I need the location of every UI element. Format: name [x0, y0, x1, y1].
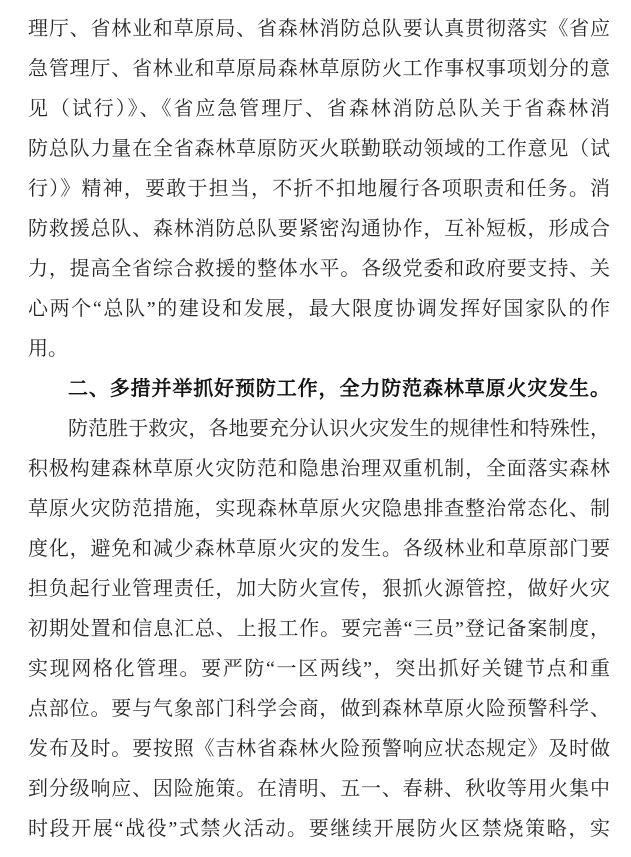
section-heading: 二、多措并举抓好预防工作，全力防范森林草原火灾发生。 [68, 378, 610, 400]
text-line: 防总队力量在全省森林草原防灭火联勤联动领域的工作意见（试 [28, 138, 610, 160]
text-line: 度化，避免和减少森林草原火灾的发生。各级林业和草原部门要 [28, 538, 610, 560]
text-line: 力，提高全省综合救援的整体水平。各级党委和政府要支持、关 [28, 258, 610, 280]
text-line: 理厅、省林业和草原局、省森林消防总队要认真贯彻落实《省应 [28, 18, 610, 40]
text-line: 防救援总队、森林消防总队要紧密沟通协作，互补短板，形成合 [28, 218, 610, 240]
text-line: 积极构建森林草原火灾防范和隐患治理双重机制，全面落实森林 [28, 458, 610, 480]
text-line: 担负起行业管理责任，加大防火宣传，狠抓火源管控，做好火灾 [28, 578, 610, 600]
paragraph-start-line: 防范胜于救灾，各地要充分认识火灾发生的规律性和特殊性， [68, 418, 610, 440]
text-line: 点部位。要与气象部门科学会商，做到森林草原火险预警科学、 [28, 698, 610, 720]
text-line: 实现网格化管理。要严防“一区两线”，突出抓好关键节点和重 [28, 658, 610, 680]
text-line: 心两个“总队”的建设和发展，最大限度协调发挥好国家队的作 [28, 298, 610, 320]
text-line: 行）》精神，要敢于担当，不折不扣地履行各项职责和任务。消 [28, 178, 610, 200]
text-line: 草原火灾防范措施，实现森林草原火灾隐患排查整治常态化、制 [28, 498, 610, 520]
text-line: 到分级响应、因险施策。在清明、五一、春耕、秋收等用火集中 [28, 778, 610, 800]
text-line: 时段开展“战役”式禁火活动。要继续开展防火区禁烧策略，实 [28, 818, 610, 840]
text-line: 见（试行）》、《省应急管理厅、省森林消防总队关于省森林消 [28, 98, 610, 120]
text-line: 初期处置和信息汇总、上报工作。要完善“三员”登记备案制度， [28, 618, 610, 640]
text-line: 急管理厅、省林业和草原局森林草原防火工作事权事项划分的意 [28, 58, 610, 80]
text-line: 发布及时。要按照《吉林省森林火险预警响应状态规定》及时做 [28, 738, 610, 760]
paragraph-end-line: 用。 [28, 338, 68, 360]
